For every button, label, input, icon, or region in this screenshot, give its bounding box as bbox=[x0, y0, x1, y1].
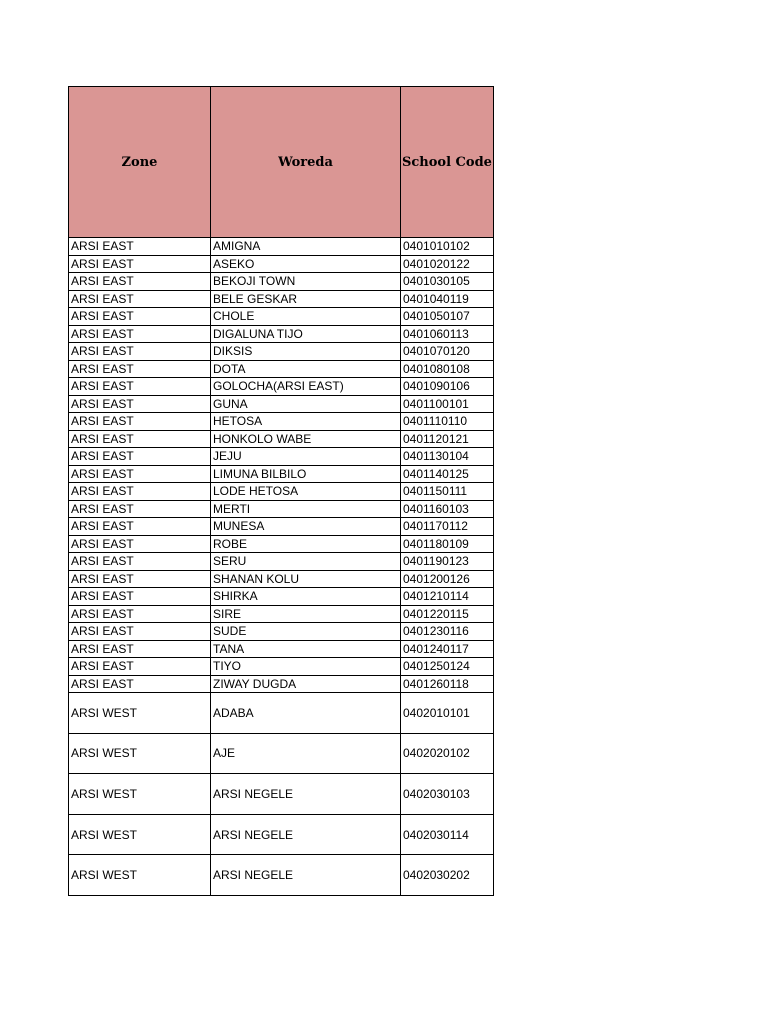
zone-cell: ARSI EAST bbox=[69, 535, 211, 553]
woreda-cell: ARSI NEGELE bbox=[211, 814, 401, 855]
woreda-cell: ROBE bbox=[211, 535, 401, 553]
school-code-cell: 0401080108 bbox=[401, 360, 494, 378]
woreda-cell: DOTA bbox=[211, 360, 401, 378]
woreda-cell: DIKSIS bbox=[211, 343, 401, 361]
school-code-cell: 0401070120 bbox=[401, 343, 494, 361]
zone-cell: ARSI EAST bbox=[69, 430, 211, 448]
school-code-cell: 0401260118 bbox=[401, 675, 494, 693]
table-row bbox=[69, 290, 494, 308]
zone-cell: ARSI EAST bbox=[69, 290, 211, 308]
school-code-cell: 0402030114 bbox=[401, 814, 494, 855]
woreda-cell: SHANAN KOLU bbox=[211, 570, 401, 588]
zone-cell: ARSI EAST bbox=[69, 343, 211, 361]
school-code-cell: 0401040119 bbox=[401, 290, 494, 308]
table-row bbox=[69, 693, 494, 734]
zone-cell: ARSI EAST bbox=[69, 675, 211, 693]
school-code-cell: 0401170112 bbox=[401, 518, 494, 536]
zone-cell: ARSI EAST bbox=[69, 325, 211, 343]
woreda-cell: HETOSA bbox=[211, 413, 401, 431]
woreda-cell: ARSI NEGELE bbox=[211, 774, 401, 815]
woreda-cell: ZIWAY DUGDA bbox=[211, 675, 401, 693]
school-code-cell: 0401190123 bbox=[401, 553, 494, 571]
zone-cell: ARSI EAST bbox=[69, 623, 211, 641]
zone-cell: ARSI EAST bbox=[69, 500, 211, 518]
school-code-cell: 0402030202 bbox=[401, 855, 494, 896]
woreda-cell: ASEKO bbox=[211, 255, 401, 273]
school-code-cell: 0401050107 bbox=[401, 308, 494, 326]
table-row bbox=[69, 255, 494, 273]
table-row bbox=[69, 855, 494, 896]
woreda-cell: LIMUNA BILBILO bbox=[211, 465, 401, 483]
woreda-cell: CHOLE bbox=[211, 308, 401, 326]
table-row bbox=[69, 658, 494, 676]
zone-cell: ARSI EAST bbox=[69, 238, 211, 256]
table-row bbox=[69, 675, 494, 693]
school-code-cell: 0401160103 bbox=[401, 500, 494, 518]
school-code-cell: 0401200126 bbox=[401, 570, 494, 588]
table-row bbox=[69, 588, 494, 606]
woreda-cell: HONKOLO WABE bbox=[211, 430, 401, 448]
woreda-cell: GOLOCHA(ARSI EAST) bbox=[211, 378, 401, 396]
woreda-cell: MERTI bbox=[211, 500, 401, 518]
table-row bbox=[69, 570, 494, 588]
zone-cell: ARSI EAST bbox=[69, 308, 211, 326]
woreda-cell: SHIRKA bbox=[211, 588, 401, 606]
woreda-cell: ARSI NEGELE bbox=[211, 855, 401, 896]
table-body bbox=[69, 238, 494, 896]
school-code-cell: 0401120121 bbox=[401, 430, 494, 448]
school-code-cell: 0402020102 bbox=[401, 733, 494, 774]
table-row bbox=[69, 395, 494, 413]
table-row bbox=[69, 640, 494, 658]
school-code-cell: 0401030105 bbox=[401, 273, 494, 291]
zone-cell: ARSI EAST bbox=[69, 483, 211, 501]
zone-cell: ARSI EAST bbox=[69, 413, 211, 431]
zone-cell: ARSI EAST bbox=[69, 273, 211, 291]
header-row bbox=[69, 87, 494, 238]
zone-cell: ARSI EAST bbox=[69, 360, 211, 378]
table-row bbox=[69, 465, 494, 483]
table-row bbox=[69, 448, 494, 466]
table-row bbox=[69, 360, 494, 378]
school-code-cell: 0401010102 bbox=[401, 238, 494, 256]
zone-cell: ARSI EAST bbox=[69, 605, 211, 623]
table-row bbox=[69, 535, 494, 553]
zone-cell: ARSI WEST bbox=[69, 733, 211, 774]
woreda-cell: ADABA bbox=[211, 693, 401, 734]
table-row bbox=[69, 430, 494, 448]
woreda-cell: SUDE bbox=[211, 623, 401, 641]
table-row bbox=[69, 814, 494, 855]
woreda-cell: TIYO bbox=[211, 658, 401, 676]
table-row bbox=[69, 733, 494, 774]
zone-cell: ARSI EAST bbox=[69, 255, 211, 273]
table-row bbox=[69, 238, 494, 256]
zone-cell: ARSI WEST bbox=[69, 774, 211, 815]
table-row bbox=[69, 325, 494, 343]
table-row bbox=[69, 378, 494, 396]
school-code-cell: 0401130104 bbox=[401, 448, 494, 466]
header-school-code: School Code bbox=[401, 87, 494, 238]
table-row bbox=[69, 553, 494, 571]
woreda-cell: TANA bbox=[211, 640, 401, 658]
zone-cell: ARSI EAST bbox=[69, 465, 211, 483]
school-code-cell: 0401060113 bbox=[401, 325, 494, 343]
school-code-cell: 0401230116 bbox=[401, 623, 494, 641]
woreda-cell: GUNA bbox=[211, 395, 401, 413]
woreda-cell: LODE HETOSA bbox=[211, 483, 401, 501]
school-code-cell: 0401150111 bbox=[401, 483, 494, 501]
header-woreda: Woreda bbox=[211, 87, 401, 238]
table-row bbox=[69, 413, 494, 431]
woreda-cell: AMIGNA bbox=[211, 238, 401, 256]
school-code-cell: 0402010101 bbox=[401, 693, 494, 734]
school-code-cell: 0401180109 bbox=[401, 535, 494, 553]
woreda-cell: SIRE bbox=[211, 605, 401, 623]
table-row bbox=[69, 774, 494, 815]
school-code-cell: 0402030103 bbox=[401, 774, 494, 815]
header-zone: Zone bbox=[69, 87, 211, 238]
table-row bbox=[69, 605, 494, 623]
table-header bbox=[69, 87, 494, 238]
school-code-cell: 0401250124 bbox=[401, 658, 494, 676]
woreda-cell: DIGALUNA TIJO bbox=[211, 325, 401, 343]
zone-cell: ARSI EAST bbox=[69, 395, 211, 413]
woreda-cell: JEJU bbox=[211, 448, 401, 466]
zone-cell: ARSI EAST bbox=[69, 448, 211, 466]
woreda-cell: BELE GESKAR bbox=[211, 290, 401, 308]
school-code-cell: 0401220115 bbox=[401, 605, 494, 623]
table-row bbox=[69, 500, 494, 518]
school-code-cell: 0401100101 bbox=[401, 395, 494, 413]
school-code-table bbox=[68, 86, 494, 896]
woreda-cell: SERU bbox=[211, 553, 401, 571]
table-row bbox=[69, 623, 494, 641]
school-code-cell: 0401210114 bbox=[401, 588, 494, 606]
table-row bbox=[69, 273, 494, 291]
table-row bbox=[69, 483, 494, 501]
table-row bbox=[69, 343, 494, 361]
woreda-cell: AJE bbox=[211, 733, 401, 774]
zone-cell: ARSI WEST bbox=[69, 814, 211, 855]
zone-cell: ARSI EAST bbox=[69, 553, 211, 571]
zone-cell: ARSI EAST bbox=[69, 640, 211, 658]
zone-cell: ARSI EAST bbox=[69, 570, 211, 588]
school-code-cell: 0401110110 bbox=[401, 413, 494, 431]
woreda-cell: MUNESA bbox=[211, 518, 401, 536]
zone-cell: ARSI WEST bbox=[69, 855, 211, 896]
table-row bbox=[69, 518, 494, 536]
zone-cell: ARSI WEST bbox=[69, 693, 211, 734]
zone-cell: ARSI EAST bbox=[69, 518, 211, 536]
school-code-cell: 0401140125 bbox=[401, 465, 494, 483]
zone-cell: ARSI EAST bbox=[69, 588, 211, 606]
school-code-cell: 0401020122 bbox=[401, 255, 494, 273]
zone-cell: ARSI EAST bbox=[69, 658, 211, 676]
school-code-cell: 0401240117 bbox=[401, 640, 494, 658]
table-row bbox=[69, 308, 494, 326]
woreda-cell: BEKOJI TOWN bbox=[211, 273, 401, 291]
school-code-cell: 0401090106 bbox=[401, 378, 494, 396]
zone-cell: ARSI EAST bbox=[69, 378, 211, 396]
